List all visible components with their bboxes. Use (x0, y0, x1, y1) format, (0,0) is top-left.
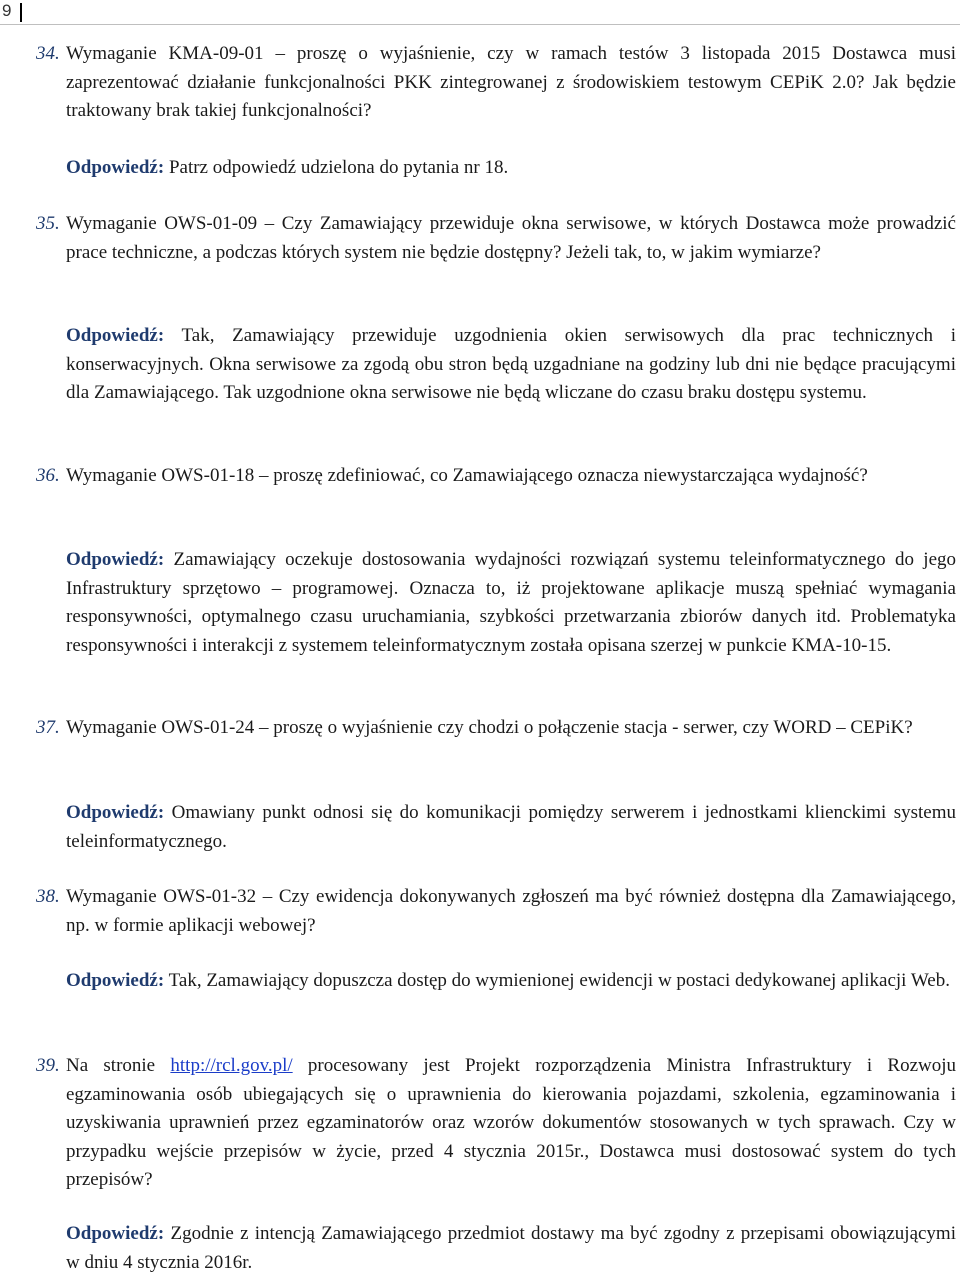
answer-label: Odpowiedź: (66, 549, 165, 570)
question-number: 36. (36, 465, 60, 486)
answer-35 (66, 322, 956, 408)
answer-text: Omawiany punkt odnosi się do komunikacji pomiędzy serwerem i jednostkami klienckimi systemu teleinformatycznego. (66, 802, 957, 852)
rcl-gov-link[interactable]: http://rcl.gov.pl/ (170, 1055, 293, 1076)
answer-39 (66, 1220, 956, 1277)
question-text: Wymaganie OWS-01-09 – Czy Zamawiający przewiduje okna serwisowe, w których Dostawca może prowadzić prace techniczne, a podczas których system nie będzie dostępny? Jeżeli tak, to, w jakim wymiarze? (66, 213, 956, 263)
header-divider (20, 3, 22, 22)
question-text: Wymaganie KMA-09-01 – proszę o wyjaśnienie, czy w ramach testów 3 listopada 2015 Dostawca musi zaprezentować działanie funkcjonalności PKK zintegrowanej z środowiskiem testowym CEPiK 2.0? Jak będzie traktowany brak takiej funkcjonalności? (66, 43, 956, 121)
answer-text: Tak, Zamawiający przewiduje uzgodnienia okien serwisowych dla prac technicznych i konserwacyjnych. Okna serwisowe za zgodą obu stron będą uzgadniane na godziny lub dni nie będące pracującymi dla Zamawiającego. Tak uzgodnione okna serwisowe nie będą wliczane do czasu braku dostępu systemu. (66, 325, 956, 403)
answer-label: Odpowiedź: (66, 325, 165, 346)
question-number: 34. (36, 43, 60, 64)
question-text (66, 1052, 956, 1195)
question-text: Wymaganie OWS-01-18 – proszę zdefiniować, co Zamawiającego oznacza niewystarczająca wydajność? (66, 465, 868, 486)
answer-38 (66, 967, 956, 996)
question-text: Wymaganie OWS-01-32 – Czy ewidencja dokonywanych zgłoszeń ma być również dostępna dla Zamawiającego, np. w formie aplikacji webowej? (66, 886, 956, 936)
question-text: Wymaganie OWS-01-24 – proszę o wyjaśnienie czy chodzi o połączenie stacja - serwer, czy WORD – CEPiK? (66, 717, 913, 738)
answer-37 (66, 799, 956, 856)
answer-36 (66, 546, 956, 660)
page-header (0, 0, 960, 25)
answer-label: Odpowiedź: (66, 1223, 165, 1244)
answer-text: Patrz odpowiedź udzielona do pytania nr 18. (168, 157, 509, 178)
question-rest: procesowany jest Projekt rozporządzenia Ministra Infrastruktury i Rozwoju egzaminowania osób ubiegających się o uprawnienia do kierowania pojazdami, szkolenia, egzaminowania i uzyskiwania uprawnień przez egzaminatorów oraz wzorów dokumentów stosowanych w tych sprawach. Czy w przypadku wejście przepisów w życie, przed 4 stycznia 2015r., Dostawca musi dostosować system do tych przepisów? (66, 1055, 957, 1190)
page-number: 9 (2, 1, 12, 20)
answer-text: Zgodnie z intencją Zamawiającego przedmiot dostawy ma być zgodny z przepisami obowiązującymi w dniu 4 stycznia 2016r. (66, 1223, 956, 1273)
answer-label: Odpowiedź: (66, 802, 165, 823)
question-number: 39. (36, 1055, 60, 1076)
answer-label: Odpowiedź: (66, 157, 165, 178)
answer-34 (66, 154, 956, 183)
question-prefix: Na stronie (66, 1055, 156, 1076)
answer-label: Odpowiedź: (66, 970, 165, 991)
question-number: 37. (36, 717, 60, 738)
question-number: 35. (36, 213, 60, 234)
question-number: 38. (36, 886, 60, 907)
answer-text: Zamawiający oczekuje dostosowania wydajności rozwiązań systemu teleinformatycznego do jego Infrastruktury sprzętowo – programowej. Oznacza to, iż projektowane aplikacje muszą spełniać wymagania responsywności, optymalnego czasu uruchamiania, szybkości przetwarzania zbiorów danych itd. Problematyka responsywności i interakcji z systemem teleinformatycznym została opisana szerzej w punkcie KMA-10-15. (66, 549, 956, 656)
answer-text: Tak, Zamawiający dopuszcza dostęp do wymienionej ewidencji w postaci dedykowanej aplikacji Web. (168, 970, 950, 991)
